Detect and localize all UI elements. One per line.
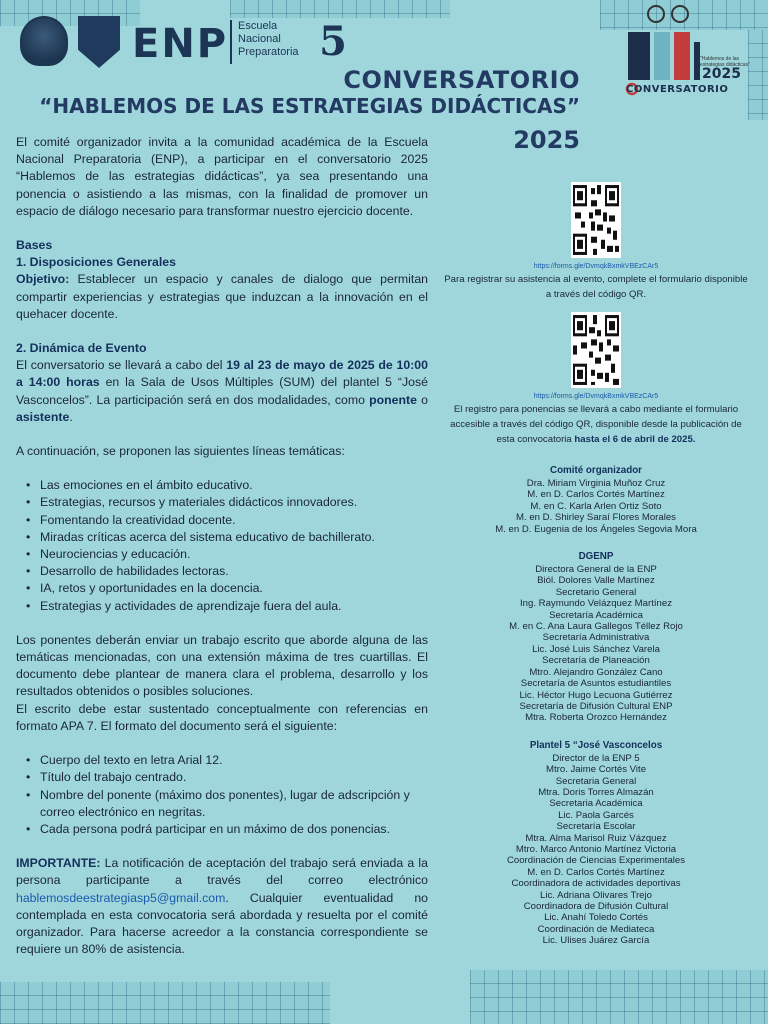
list-item: • Cuerpo del texto en letra Arial 12. — [24, 752, 428, 769]
attendance-form-link[interactable]: https://forms.gle/DvmqkBxmkVBEzCAr5 — [533, 263, 659, 270]
list-item: Secretaría de Difusión Cultural ENP — [519, 700, 673, 712]
list-item: M. en C. Ana Laura Gallegos Téllez Rojo — [509, 621, 683, 633]
right-column — [444, 182, 748, 947]
list-item: • Las emociones en el ámbito educativo. — [24, 477, 428, 494]
qr-code-ponencias[interactable] — [571, 312, 621, 388]
dgenp-list — [444, 564, 748, 724]
bases-heading: Bases — [16, 238, 53, 253]
contact-email-link[interactable]: hablemosdeestrategiasp5@gmail.com — [16, 890, 226, 905]
list-item: Secretaria Académica — [549, 798, 643, 810]
plantel5-list — [444, 753, 748, 947]
decorative-tiles-bottom-right — [470, 970, 768, 1024]
list-item: • Nombre del ponente (máximo dos ponentes), lugar de adscripción y correo electrónico en negritas. — [24, 787, 428, 821]
list-item: Secretaría Académica — [549, 609, 643, 621]
committee-list — [444, 478, 748, 535]
format-paragraph: El escrito debe estar sustentado conceptualmente con referencias en formato APA 7. El formato del documento será el siguiente: — [16, 701, 428, 733]
list-item: Lic. Héctor Hugo Lecuona Gutiérrez — [519, 689, 673, 701]
section-1-heading: 1. Disposiciones Generales — [16, 255, 176, 270]
conversatorio-logo — [618, 2, 758, 102]
list-item: Lic. Paola Garcés — [558, 809, 634, 821]
enp-wordmark: ENP — [132, 21, 229, 67]
list-item: • Neurociencias y educación. — [24, 546, 428, 563]
list-item: Secretaría de Asuntos estudiantiles — [520, 678, 672, 690]
list-item: Coordinadora de actividades deportivas — [511, 878, 681, 890]
list-item: Secretaría Escolar — [556, 821, 636, 833]
list-item: Dra. Miriam Virginia Muñoz Cruz — [526, 478, 666, 489]
topics-intro: A continuación, se proponen las siguientes líneas temáticas: — [16, 444, 345, 459]
list-item: M. en D. Carlos Cortés Martínez — [527, 489, 665, 501]
list-item: • Título del trabajo centrado. — [24, 769, 428, 786]
plantel5-logo: 5 — [319, 17, 347, 65]
list-item: • Desarrollo de habilidades lectoras. — [24, 563, 428, 580]
intro-paragraph: El comité organizador invita a la comunidad académica de la Escuela Nacional Preparatoria (ENP), a participar en el conversatorio 2025 “Hablemos de las estrategias didácticas”, ya sea presentando una ponencia o asistiendo a las mismas, con la finalidad de promover un espacio de diálogo necesario para transformar nuestro ejercicio docente. — [16, 135, 428, 218]
ponencias-instructions: El registro para ponencias se llevará a cabo mediante el formulario accesible a través del código QR, disponible desde la publicación de esta convocatoria hasta el 6 de abril de 2025. — [450, 404, 742, 445]
list-item: M. en D. Carlos Cortés Martínez — [527, 866, 665, 878]
list-item: Lic. Anahí Toledo Cortés — [544, 912, 648, 924]
logo-divider — [230, 20, 232, 64]
dgenp-title: DGENP — [578, 551, 614, 563]
list-item: M. en C. Karla Arlen Ortiz Soto — [530, 500, 662, 512]
list-item: Secretaría Administrativa — [542, 632, 650, 644]
qr-code-icon — [571, 182, 621, 258]
list-item: Mtro. Marco Antonio Martínez Victoria — [515, 843, 677, 855]
list-item: Directora General de la ENP — [535, 564, 657, 576]
qr-code-icon — [571, 312, 621, 388]
logo-year: 2025 — [702, 66, 741, 82]
title-line-2: “HABLEMOS DE LAS ESTRATEGIAS DIDÁCTICAS” — [39, 94, 580, 118]
list-item: Mtra. Roberta Orozco Hernández — [525, 712, 667, 724]
list-item: • Fomentando la creatividad docente. — [24, 512, 428, 529]
list-item: M. en D. Shirley Saraí Flores Morales — [516, 512, 676, 524]
list-item: Mtra. Doris Torres Almazán — [538, 786, 654, 798]
enp-shield-icon — [78, 16, 120, 68]
decorative-tiles-bottom-left — [0, 982, 330, 1024]
ponentes-paragraph: Los ponentes deberán enviar un trabajo escrito que aborde alguna de las temáticas mencionadas, con una extensión máxima de tres cuartillas. El documento debe plantear de manera clara el problema, desarrollo y los resultados obtenidos o posibles soluciones. — [16, 632, 428, 699]
unam-shield-icon — [20, 16, 68, 66]
list-item: • Miradas críticas acerca del sistema educativo de bachillerato. — [24, 529, 428, 546]
topics-list — [16, 477, 428, 615]
list-item: Mtro. Jaime Cortés Vite — [545, 764, 647, 776]
committee-title: Comité organizador — [550, 465, 642, 476]
plantel5-title: Plantel 5 “José Vasconcelos — [529, 739, 663, 751]
enp-subtitle: Escuela Nacional Preparatoria — [238, 20, 299, 58]
list-item: M. en D. Eugenia de los Ángeles Segovia Mora — [495, 523, 697, 535]
logo-tagline: "Hablemos de las estrategias didácticas" — [700, 56, 750, 68]
list-item: Secretaria General — [555, 775, 637, 787]
title-line-1: CONVERSATORIO — [343, 66, 580, 94]
list-item: Lic. José Luis Sánchez Varela — [532, 643, 660, 655]
list-item: • Cada persona podrá participar en un máximo de dos ponencias. — [24, 821, 428, 838]
list-item: • Estrategias y actividades de aprendizaje fuera del aula. — [24, 598, 428, 615]
list-item: Secretario General — [555, 586, 637, 598]
list-item: Director de la ENP 5 — [552, 752, 640, 764]
list-item: Coordinadora de Difusión Cultural — [523, 901, 669, 912]
logo-word: CONVERSATORIO — [626, 84, 729, 95]
important-paragraph: IMPORTANTE: La notificación de aceptación del trabajo será enviada a la persona participante a través del correo electrónico hablemosdeestrategiasp5@gmail.com. Cualquier eventualidad no contemplada en esta convocatoria será abordada y resuelta por el comité organizador. Para hacerse acreedor a la constancia correspondiente se requiere un 80% de asistencia. — [16, 856, 428, 957]
list-item: Biól. Dolores Valle Martínez — [537, 575, 655, 587]
ponencias-form-link[interactable]: https://forms.gle/DvmqkBxmkVBEzCAr5 — [533, 393, 659, 400]
section-2-heading: 2. Dinámica de Evento — [16, 341, 147, 356]
list-item: Ing. Raymundo Velázquez Martínez — [520, 598, 672, 610]
list-item: • Estrategias, recursos y materiales didácticos innovadores. — [24, 494, 428, 511]
list-item: Lic. Adriana Olivares Trejo — [540, 889, 652, 901]
list-item: Mtro. Alejandro González Cano — [529, 666, 663, 678]
title-line-3: 2025 — [513, 126, 580, 154]
left-column — [16, 134, 428, 958]
list-item: Mtra. Alma Marisol Ruiz Vázquez — [525, 832, 667, 844]
list-item: Coordinación de Ciencias Experimentales — [506, 855, 686, 867]
format-list — [16, 752, 428, 838]
list-item: Coordinación de Mediateca — [537, 923, 655, 935]
list-item: Secretaría de Planeación — [542, 655, 650, 667]
event-dynamics-paragraph: El conversatorio se llevará a cabo del 19 al 23 de mayo de 2025 de 10:00 a 14:00 horas en la Sala de Usos Múltiples (SUM) del plantel 5 “José Vasconcelos”. La participación será en dos modalidades, como ponente o asistente. — [16, 358, 429, 424]
decorative-tiles-top-mid — [230, 0, 450, 18]
objective-paragraph: Objetivo: Establecer un espacio y canales de dialogo que permitan compartir experiencias y estrategias que induzcan a la innovación en el quehacer docente. — [16, 272, 428, 321]
list-item: Lic. Ulises Juárez García — [542, 935, 650, 947]
qr-code-attendance[interactable] — [571, 182, 621, 258]
attendance-instructions: Para registrar su asistencia al evento, complete el formulario disponible a través del código QR. — [444, 274, 748, 300]
list-item: • IA, retos y oportunidades en la docencia. — [24, 580, 428, 597]
